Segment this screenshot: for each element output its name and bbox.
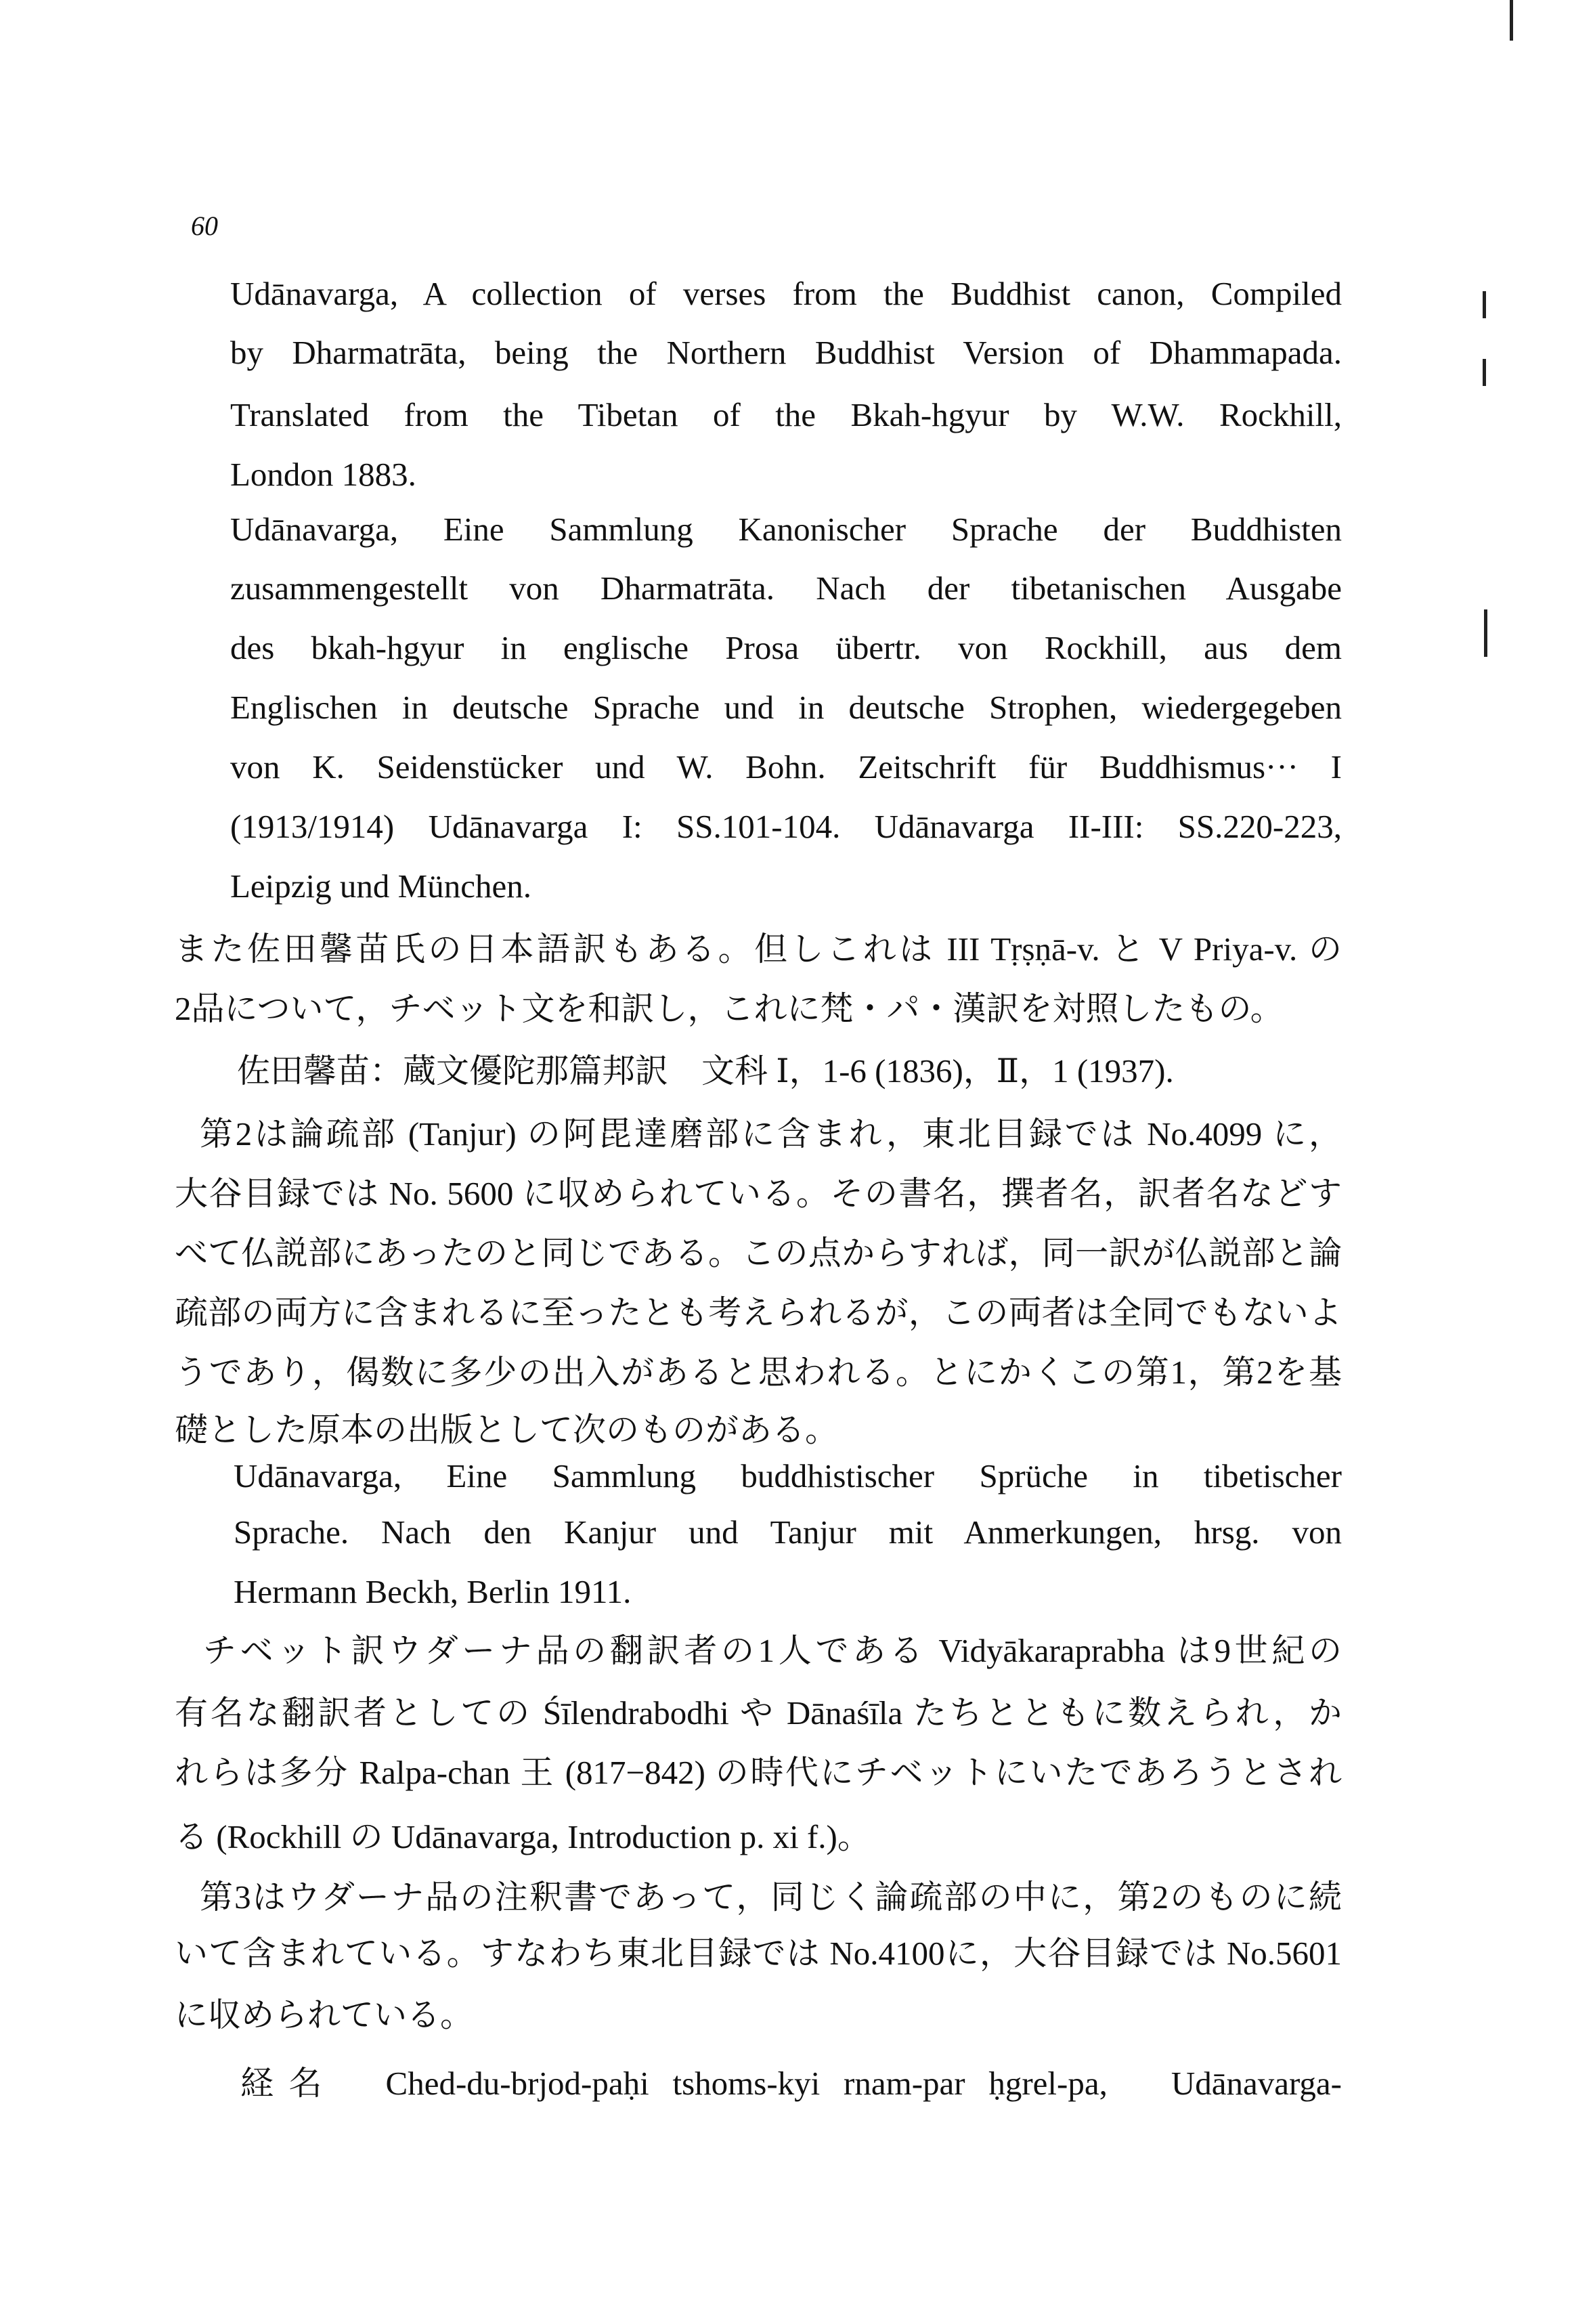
paragraph-line: 礎とした原本の出版として次のものがある。 [175,1411,839,1448]
paragraph-line: うであり，偈数に多少の出入があると思われる。とにかくこの第1，第2を基 [175,1354,1342,1391]
paragraph-line: 経名 Ched-du-brjod-paḥi tshoms-kyi rnam-par ḥgrel-pa, Udānavarga- [240,2065,1342,2102]
paragraph-line: 2品について，チベット文を和訳し，これに梵・パ・漢訳を対照したもの。 [175,990,1284,1027]
citation-line: des bkah-hgyur in englische Prosa übertr. von Rockhill, aus dem [230,629,1342,666]
paragraph-line: に収められている。 [175,1996,474,2034]
citation-line: zusammengestellt von Dharmatrāta. Nach der tibetanischen Ausgabe [230,569,1342,607]
citation-line: (1913/1914) Udānavarga I: SS.101-104. Udānavarga II-III: SS.220-223, [230,808,1342,845]
citation-line: London 1883. [230,456,416,493]
margin-mark [1484,609,1487,657]
citation-line: by Dharmatrāta, being the Northern Buddhist Version of Dhammapada. [230,334,1342,371]
margin-mark [1483,291,1486,318]
margin-mark [1483,359,1486,386]
margin-mark [1510,0,1513,41]
paragraph-line: る (Rockhill の Udānavarga, Introduction p. xi f.)。 [175,1818,871,1855]
citation-line: Udānavarga, Eine Sammlung buddhistischer Sprüche in tibetischer [234,1457,1342,1494]
paragraph-line: れらは多分 Ralpa-chan 王 (817−842) の時代にチベットにいたであろうとされ [175,1754,1342,1791]
paragraph-line: べて仏説部にあったのと同じである。この点からすれば，同一訳が仏説部と論 [175,1234,1342,1272]
paragraph-line: 第3はウダーナ品の注釈書であって，同じく論疏部の中に，第2のものに続 [200,1878,1342,1916]
citation-line: Leipzig und München. [230,867,531,905]
citation-line: Udānavarga, A collection of verses from the Buddhist canon, Compiled [230,275,1342,312]
page-number: 60 [191,211,218,241]
paragraph-line: また佐田馨苗氏の日本語訳もある。但しこれは III Tṛṣṇā-v. と V Priya-v. の [175,930,1342,968]
citation-line: von K. Seidenstücker und W. Bohn. Zeitschrift für Buddhismus··· I [230,748,1342,786]
paragraph-line: 大谷目録では No. 5600 に収められている。その書名，撰者名，訳者名などす [175,1175,1342,1212]
paragraph-line: 疏部の両方に含まれるに至ったとも考えられるが，この両者は全同でもないよ [175,1294,1342,1331]
paragraph-line: 有名な翻訳者としての Śīlendrabodhi や Dānaśīla たちとともに数えられ，か [175,1694,1342,1731]
citation-line: Udānavarga, Eine Sammlung Kanonischer Sprache der Buddhisten [230,511,1342,548]
citation-line: Englischen in deutsche Sprache und in deutsche Strophen, wiedergegeben [230,689,1342,726]
paragraph-line: チベット訳ウダーナ品の翻訳者の1人である Vidyākaraprabha は9世紀の [203,1632,1342,1669]
citation-line: Sprache. Nach den Kanjur und Tanjur mit Anmerkungen, hrsg. von [234,1513,1342,1551]
citation-line: Translated from the Tibetan of the Bkah-hgyur by W.W. Rockhill, [230,396,1342,433]
citation-line: Hermann Beckh, Berlin 1911. [234,1573,632,1610]
paragraph-line: 第2は論疏部 (Tanjur) の阿毘達磨部に含まれ，東北目録では No.4099 に， [200,1115,1342,1153]
paragraph-line: いて含まれている。すなわち東北目録では No.4100に，大谷目録では No.5601 [175,1935,1342,1972]
reference-line: 佐田馨苗：蔵文優陀那篇邦訳 文科 Ⅰ，1-6 (1836)，Ⅱ，1 (1937). [237,1052,1174,1090]
